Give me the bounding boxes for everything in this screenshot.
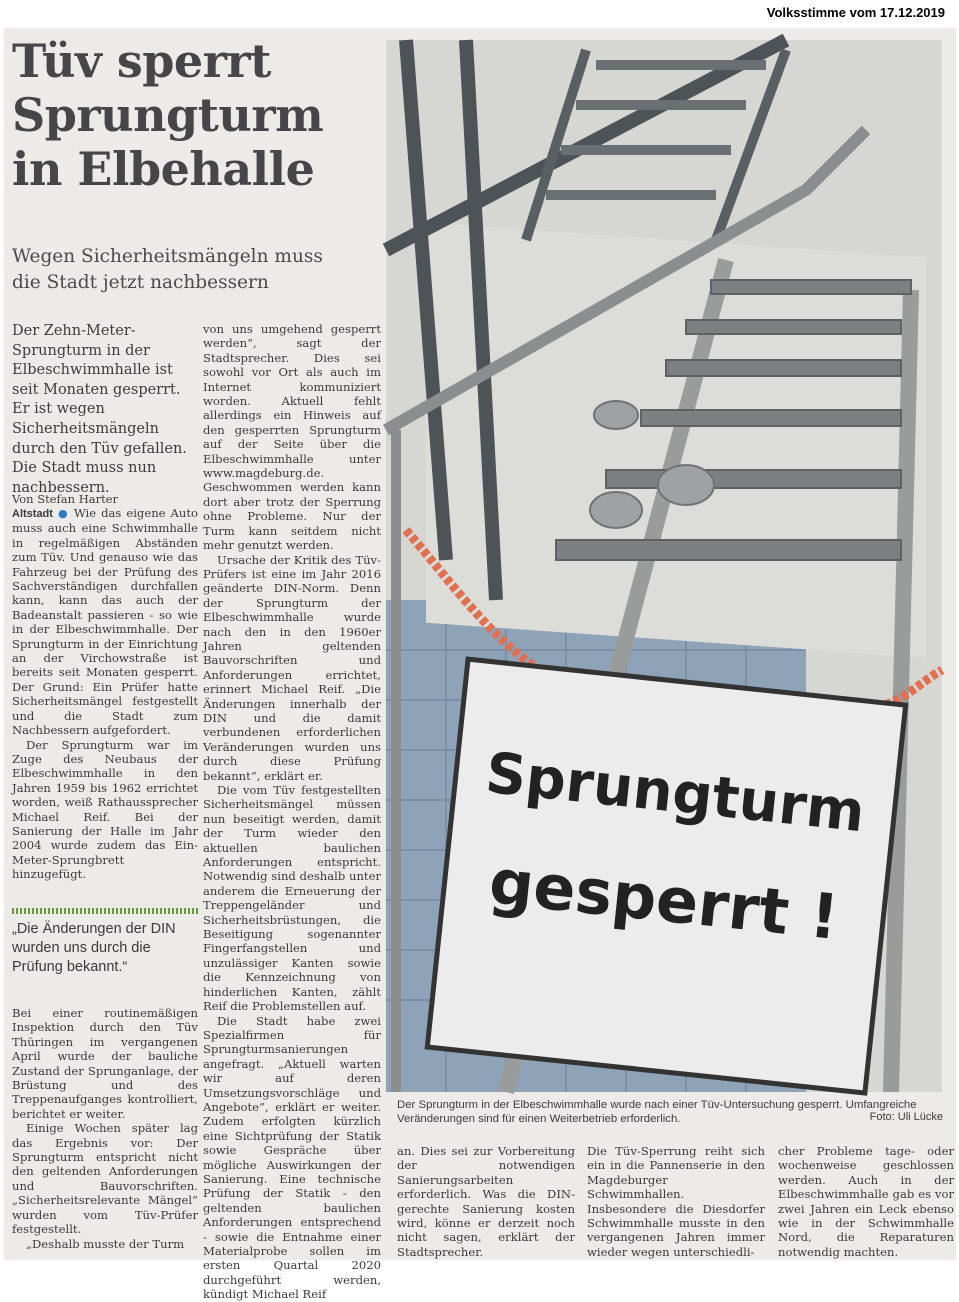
sign-text-line-1: Sprungturm — [482, 740, 868, 846]
article-column-3: an. Dies sei zur Vorbereitung der notwendigen Sanierungsarbeiten erforderlich. Was die DIN-gerechte Sanierung kosten wird, könne er derzeit noch nicht sagen, erklärt der Stadtsprecher. — [397, 1144, 575, 1259]
dateline-dot-icon: ● — [57, 507, 69, 520]
paragraph: Bei einer routinemäßigen Inspektion durch den Tüv Thüringen im vergangenen April wurde der bauliche Zustand der Sprunganlage, der Brüstung und des Treppenaufganges kontrolliert, berichtet er weiter. — [12, 1006, 198, 1121]
article-column-2 — [203, 322, 381, 1302]
headline-line-3: in Elbehalle — [12, 142, 315, 196]
sign-text-line-2: gesperrt ! — [485, 844, 843, 955]
pull-quote: „Die Änderungen der DIN wurden uns durch die Prüfung bekannt.“ — [12, 921, 176, 975]
paragraph: von uns umgehend gesperrt werden“, sagt der Stadtsprecher. Dies sei sowohl vor Ort als auch im Internet kommuniziert worden. Aktuell fehlt allerdings ein Hinweis auf den gesperrten Sprungturm auf der Seite über die Elbeschwimmhalle unter www.magdeburg.de. Geschwommen werden kann dort aber trotz der Sperrung ohne Probleme. Nur der Turm kann seitdem nicht mehr genutzt werden. — [203, 322, 381, 553]
paragraph-text: Wie das eigene Auto muss auch eine Schwimmhalle in regelmäßigen Abständen zum Tüv. Und genauso wie das Fahrzeug bei der Prüfung des Sachverständigen durchfallen kann, kann das auch der Badeanstalt passieren - so wie in der Elbeschwimmhalle. Der Sprungturm in der Einrichtung an der Virchowstraße ist bereits seit Monaten gesperrt. Der Grund: Ein Prüfer hatte Sicherheitsmängel festgestellt und die Stadt zum Nachbessern aufgefordert. — [12, 506, 198, 738]
article-column-5: cher Probleme tage- oder wochenweise geschlossen werden. Auch in der Elbeschwimmhalle gab es vor zwei Jahren ein Leck ebenso wie in der Schwimmhalle Nord, die Reparaturen notwendig machten. — [778, 1144, 954, 1259]
headline-line-2: Sprungturm — [12, 88, 324, 142]
article-column-4: Die Tüv-Sperrung reiht sich ein in die Pannenserie in den Magdeburger Schwimmhallen. Insbesondere die Diesdorfer Schwimmhalle musste in den vergangenen Jahren immer wieder wegen unterschiedli- — [587, 1144, 765, 1259]
headline — [12, 34, 382, 196]
dateline: Altstadt — [12, 508, 53, 520]
paragraph: Die Stadt habe zwei Spezialfirmen für Sprungturmsanierungen angefragt. „Aktuell warten wir auf deren Umsetzungsvorschläge und Angebote“, erklärt er weiter. Zudem erfolgten kürzlich eine Sichtprüfung der Statik sowie Gespräche über mögliche Auswirkungen der Sanierung. Eine technische Prüfung der Statik - den geltenden baulichen Anforderungen entsprechend - sowie die Entnahme einer Materialprobe sollen im ersten Quartal 2020 durchgeführt werden, kündigt Michael Reif — [203, 1013, 381, 1302]
photo-credit: Foto: Uli Lücke — [869, 1111, 943, 1123]
byline: Von Stefan Harter — [12, 492, 119, 506]
source-label: Volksstimme vom 17.12.2019 — [766, 5, 945, 20]
quote-divider — [12, 908, 198, 914]
photo-illustration — [386, 40, 942, 1092]
lead-paragraph: Der Zehn-Meter-Sprungturm in der Elbeschwimmhalle ist seit Monaten gesperrt. Er ist wegen Sicherheitsmängeln durch den Tüv gefallen. Die Stadt muss nun nachbessern. — [12, 323, 187, 496]
paragraph: „Deshalb musste der Turm — [26, 1236, 185, 1251]
paragraph: Einige Wochen später lag das Ergebnis vor: Der Sprungturm entspricht nicht den geltenden Anforderungen und Bauvorschriften. „Sicherheitsrelevante Mängel“ wurden vom Tüv-Prüfer festgestellt. — [12, 1121, 198, 1237]
subhead-line-2: die Stadt jetzt nachbessern — [12, 272, 269, 293]
paragraph: Der Sprungturm war im Zuge des Neubaus der Elbeschwimmhalle in den Jahren 1959 bis 1962 errichtet worden, weiß Rathaussprecher Michael Reif. Bei der Sanierung der Halle im Jahr 2004 wurde zudem das Ein-Meter-Sprungbrett hinzugefügt. — [12, 737, 198, 882]
paragraph — [12, 506, 198, 738]
photo-caption: Der Sprungturm in der Elbeschwimmhalle wurde nach einer Tüv-Untersuchung gesperrt. Umfangreiche Veränderungen sind für einen Weiterbetrieb erforderlich. — [397, 1099, 917, 1125]
paragraph: Ursache der Kritik des Tüv-Prüfers ist eine im Jahr 2016 geänderte DIN-Norm. Denn der Sprungturm der Elbeschwimmhalle wurde nach den in den 1960er Jahren geltenden Bauvorschriften und Anforderungen errichtet, erinnert Michael Reif. „Die Änderungen innerhalb der DIN und die damit verbundenen erforderlichen Veränderungen wurden uns durch diese Prüfung bekannt“, erklärt er. — [203, 552, 381, 783]
article-column-1-bottom — [12, 1006, 198, 1251]
article-column-1-top — [12, 506, 198, 882]
subheadline — [12, 244, 382, 296]
photo-diving-tower — [386, 40, 942, 1092]
headline-line-1: Tüv sperrt — [12, 34, 271, 88]
subhead-line-1: Wegen Sicherheitsmängeln muss — [12, 246, 323, 267]
paragraph: Die vom Tüv festgestellten Sicherheitsmängel müssen nun beseitigt werden, damit der Turm wieder den aktuellen baulichen Anforderungen entspricht. Notwendig sind deshalb unter anderem die Erneuerung der Treppengeländer und Sicherheitsbrüstungen, die Beseitigung sogenannter Fingerfangstellen und unzulässiger Kanten sowie die Kennzeichnung von hinderlichen Kanten, zählt Reif die Problemstellen auf. — [203, 783, 381, 1014]
